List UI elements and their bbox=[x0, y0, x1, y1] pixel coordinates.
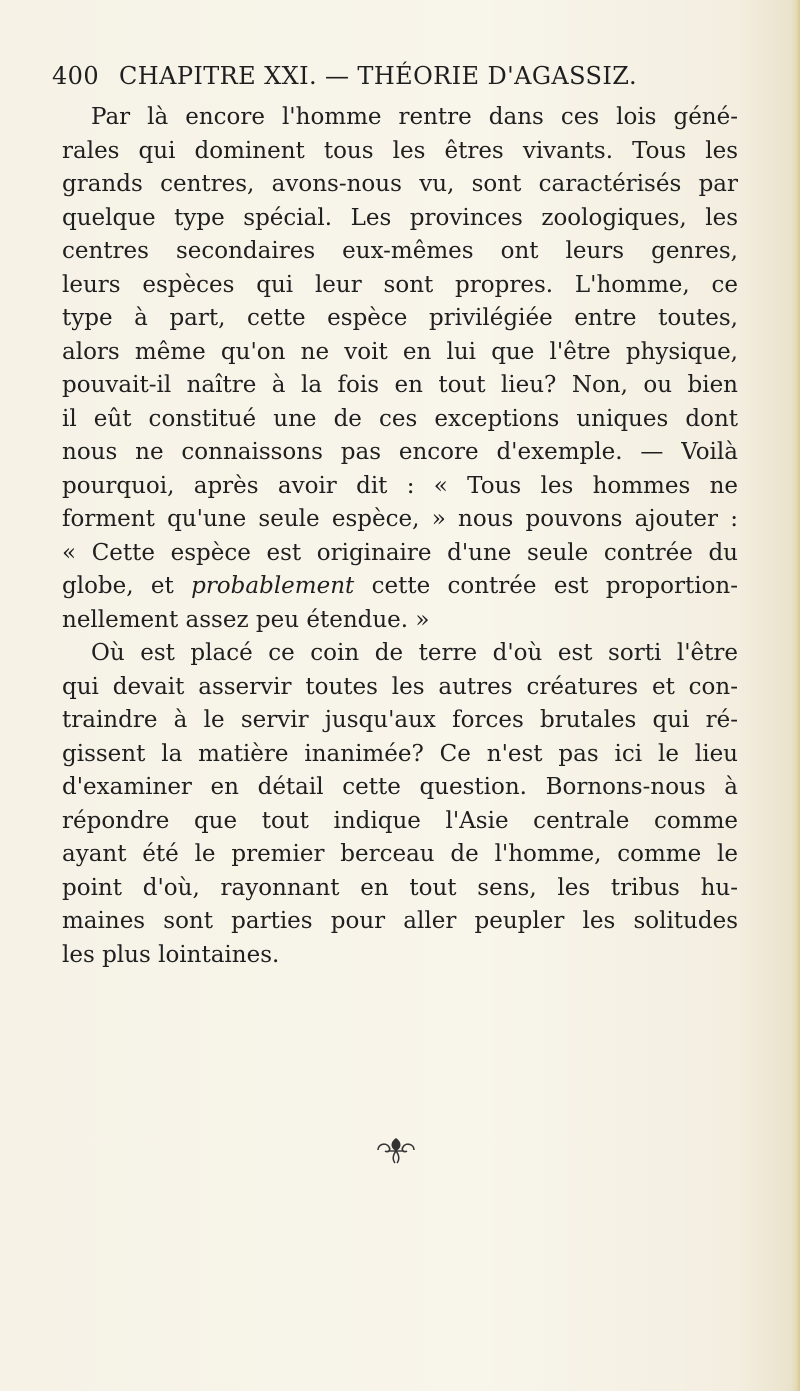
text-line: grands centres, avons-nous vu, sont caractérisés par bbox=[62, 171, 738, 197]
text-line: point d'où, rayonnant en tout sens, les tribus hu- bbox=[62, 874, 738, 901]
italic-emphasis: probablement bbox=[191, 573, 355, 599]
text-segment: cette contrée est proportion- bbox=[354, 573, 738, 599]
text-segment: globe, et bbox=[62, 573, 192, 599]
text-line: pourquoi, après avoir dit : « Tous les hommes ne bbox=[62, 472, 738, 499]
text-line: maines sont parties pour aller peupler les solitudes bbox=[62, 908, 738, 934]
text-line: il eût constitué une de ces exceptions uniques dont bbox=[62, 405, 738, 432]
text-line-with-italic bbox=[62, 570, 738, 604]
text-line: qui devait asservir toutes les autres créatures et con- bbox=[62, 673, 738, 700]
text-line: leurs espèces qui leur sont propres. L'homme, ce bbox=[62, 271, 738, 298]
text-line: Par là encore l'homme rentre dans ces lois géné- bbox=[91, 104, 738, 130]
text-line: rales qui dominent tous les êtres vivants. Tous les bbox=[62, 137, 738, 164]
paragraph-1 bbox=[62, 101, 738, 637]
text-line: nous ne connaissons pas encore d'exemple. — Voilà bbox=[62, 439, 738, 465]
running-title: CHAPITRE XXI. — THÉORIE D'AGASSIZ. bbox=[119, 62, 637, 90]
text-line: répondre que tout indique l'Asie centrale comme bbox=[62, 807, 738, 834]
body-text bbox=[62, 101, 738, 972]
page-number: 400 bbox=[52, 62, 100, 90]
text-line: centres secondaires eux-mêmes ont leurs genres, bbox=[62, 238, 738, 264]
text-line: les plus lointaines. bbox=[62, 941, 280, 968]
text-line: forment qu'une seule espèce, » nous pouvons ajouter : bbox=[62, 506, 738, 532]
running-header bbox=[52, 62, 742, 90]
text-line: « Cette espèce est originaire d'une seule contrée du bbox=[62, 539, 738, 566]
text-line: ayant été le premier berceau de l'homme, comme le bbox=[62, 841, 738, 867]
text-line: gissent la matière inanimée? Ce n'est pas ici le lieu bbox=[62, 740, 738, 767]
text-line: type à part, cette espèce privilégiée entre toutes, bbox=[62, 305, 738, 331]
text-line: d'examiner en détail cette question. Bornons-nous à bbox=[62, 774, 738, 800]
fleuron-ornament-icon bbox=[376, 1136, 416, 1166]
page-edge bbox=[790, 0, 800, 1391]
text-line: traindre à le servir jusqu'aux forces brutales qui ré- bbox=[62, 707, 738, 733]
text-line: quelque type spécial. Les provinces zoologiques, les bbox=[62, 204, 738, 231]
text-line: alors même qu'on ne voit en lui que l'être physique, bbox=[62, 338, 738, 365]
text-line: nellement assez peu étendue. » bbox=[62, 606, 430, 633]
text-line: pouvait-il naître à la fois en tout lieu? Non, ou bien bbox=[62, 372, 738, 398]
paragraph-2 bbox=[62, 637, 738, 972]
text-line: Où est placé ce coin de terre d'où est sorti l'être bbox=[91, 640, 738, 666]
